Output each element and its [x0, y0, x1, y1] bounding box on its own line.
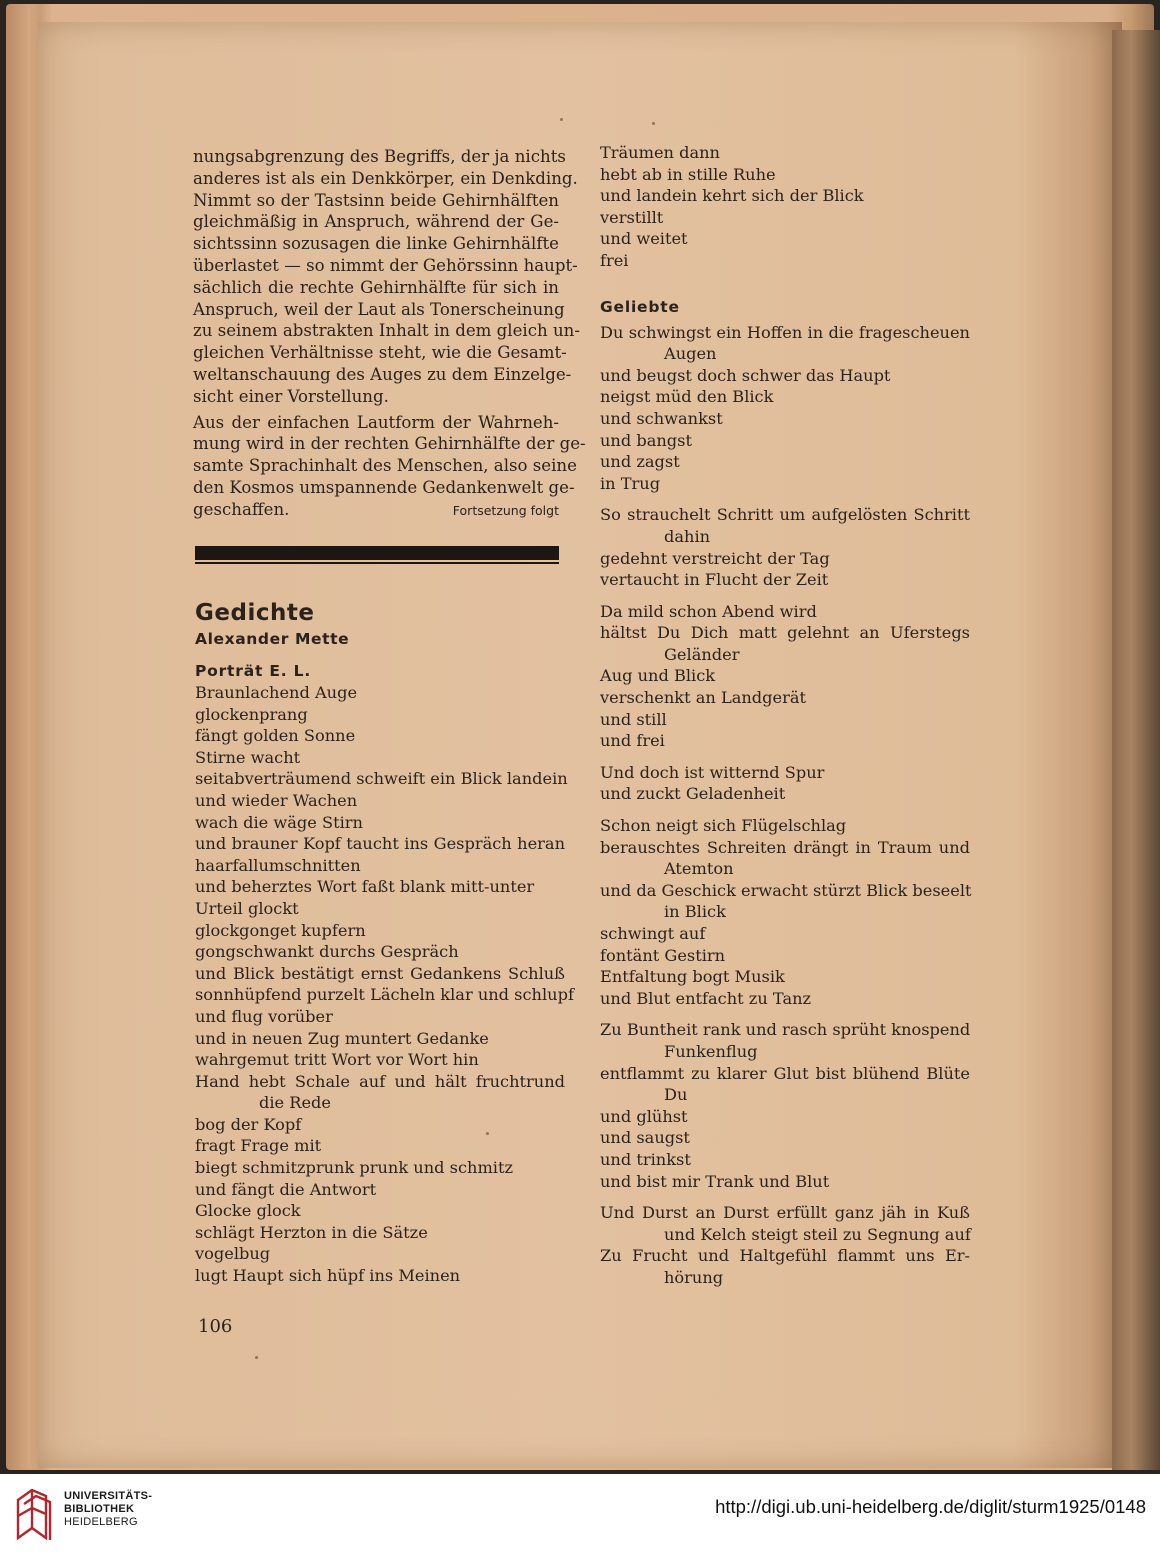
verse-line: Zu Frucht und Haltgefühl flammt uns Er- — [600, 1246, 970, 1266]
verse-line: Hand hebt Schale auf und hält fruchtrund — [195, 1071, 565, 1091]
verse-line: fontänt Gestirn — [600, 945, 726, 965]
author-name: Alexander Mette — [195, 630, 350, 648]
verse-line: gongschwankt durchs Gespräch — [195, 942, 459, 962]
prose-last-word: geschaffen. — [193, 499, 290, 519]
page-number: 106 — [198, 1316, 233, 1337]
verse-line: vogelbug — [195, 1244, 271, 1264]
prose-line: sicht einer Vorstellung. — [193, 386, 389, 406]
prose-line: gleichmäßig in Anspruch, während der Ge- — [193, 212, 559, 232]
verse-line: Augen — [664, 344, 717, 364]
verse-line: Braunlachend Auge — [195, 683, 358, 702]
verse-line: dahin — [664, 526, 711, 546]
prose-line: überlastet — so nimmt der Gehörssinn haupt- — [193, 255, 578, 275]
stanza-gap — [600, 1192, 970, 1202]
library-name-line2: BIBLIOTHEK — [64, 1503, 135, 1515]
verse-line: Urteil glockt — [195, 898, 299, 918]
verse-line: neigst müd den Blick — [600, 387, 774, 407]
stanza-gap — [600, 1009, 970, 1019]
prose-last-line — [193, 499, 559, 522]
library-name — [64, 1490, 152, 1529]
verse-line: Geländer — [664, 644, 740, 664]
library-name-line3: HEIDELBERG — [64, 1516, 138, 1528]
verse-line: die Rede — [259, 1093, 331, 1113]
verse-line: vertaucht in Flucht der Zeit — [600, 570, 829, 590]
section-divider — [195, 546, 559, 564]
verse-line: hebt ab in stille Ruhe — [600, 164, 776, 184]
verse-line: frei — [600, 250, 629, 270]
stanza-gap — [600, 591, 970, 601]
prose-line: mung wird in der rechten Gehirnhälfte der ge- — [193, 434, 586, 454]
university-library-logo-icon[interactable] — [14, 1486, 58, 1542]
verse-line: Schon neigt sich Flügelschlag — [600, 816, 847, 836]
verse-line: fängt golden Sonne — [195, 726, 356, 746]
viewer-footer — [0, 1474, 1160, 1558]
prose-line: sächlich die rechte Gehirnhälfte für sich in — [193, 277, 559, 297]
poem-title-portrait: Porträt E. L. — [195, 662, 312, 680]
verse-line: Du schwingst ein Hoffen in die fragescheuen — [600, 322, 970, 342]
verse-line: gedehnt verstreicht der Tag — [600, 548, 830, 568]
prose-line: gleichen Verhältnisse steht, wie die Gesamt- — [193, 343, 567, 363]
stanza-gap — [600, 494, 970, 504]
poems-left-column — [195, 600, 574, 1287]
verse-line: Träumen dann — [600, 143, 720, 162]
verse-line: Du — [664, 1085, 688, 1105]
verse-line: und schwankst — [600, 408, 723, 428]
verse-line: und bist mir Trank und Blut — [600, 1171, 830, 1191]
verse-line: und Kelch steigt steil zu Segnung auf — [664, 1224, 971, 1244]
continued-note: Fortsetzung folgt — [452, 502, 559, 518]
verse-line: verstillt — [600, 207, 664, 227]
verse-line: Atemton — [664, 859, 734, 879]
verse-line: glockgonget kupfern — [195, 920, 366, 940]
verse-line: Funkenflug — [664, 1041, 758, 1061]
prose-line: samte Sprachinhalt des Menschen, also seine — [193, 456, 577, 476]
prose-paragraph-2 — [193, 412, 586, 499]
section-heading: Gedichte — [195, 600, 315, 626]
verse-line: und in neuen Zug muntert Gedanke — [195, 1028, 489, 1048]
prose-line: den Kosmos umspannende Gedankenwelt ge- — [193, 477, 575, 497]
verse-line: und beherztes Wort faßt blank mitt-unter — [195, 877, 535, 897]
speck — [560, 118, 563, 121]
verse-line: schlägt Herzton in die Sätze — [195, 1222, 428, 1242]
verse-line: glockenprang — [195, 704, 308, 724]
verse-line: wahrgemut tritt Wort vor Wort hin — [195, 1050, 479, 1070]
verse-line: bog der Kopf — [195, 1114, 302, 1134]
book-gutter — [1112, 30, 1160, 1470]
speck — [652, 122, 655, 125]
verse-line: und still — [600, 709, 667, 729]
verse-line: haarfallumschnitten — [195, 855, 361, 875]
verse-line: in Blick — [664, 902, 726, 922]
verse-line: wach die wäge Stirn — [195, 812, 363, 832]
verse-line: und Blick bestätigt ernst Gedankens Schluß — [195, 963, 565, 983]
verse-line: in Trug — [600, 473, 661, 493]
prose-paragraph-1 — [193, 146, 580, 408]
verse-line: Glocke glock — [195, 1201, 301, 1221]
speck — [255, 1356, 258, 1359]
verse-line: Und doch ist witternd Spur — [600, 762, 825, 782]
poem-beloved-verse — [600, 322, 970, 1289]
prose-line: weltanschauung des Auges zu dem Einzelge- — [193, 364, 572, 384]
verse-line: seitabverträumend schweift ein Blick landein — [195, 769, 568, 789]
verse-line: So strauchelt Schritt um aufgelösten Schritt — [600, 505, 970, 525]
poem-portrait-verse — [195, 682, 574, 1287]
verse-line: hältst Du Dich matt gelehnt an Uferstegs — [600, 623, 970, 643]
verse-line: und saugst — [600, 1128, 690, 1148]
verse-line: und weitet — [600, 229, 688, 249]
verse-line: Und Durst an Durst erfüllt ganz jäh in Kuß — [600, 1203, 970, 1223]
verse-line: und Blut entfacht zu Tanz — [600, 988, 812, 1008]
verse-line: Stirne wacht — [195, 747, 301, 767]
verse-line: und zagst — [600, 452, 680, 472]
verse-line: Zu Buntheit rank und rasch sprüht knospend — [600, 1020, 971, 1040]
prose-line: Aus der einfachen Lautform der Wahrneh- — [193, 412, 559, 432]
poem-portrait-ending — [600, 142, 970, 272]
speck — [486, 1132, 489, 1135]
verse-line: und brauner Kopf taucht ins Gespräch heran — [195, 834, 565, 854]
poems-right-column — [600, 142, 970, 1289]
verse-line: biegt schmitzprunk prunk und schmitz — [195, 1158, 514, 1178]
verse-line: fragt Frage mit — [195, 1136, 322, 1156]
verse-line: und frei — [600, 731, 665, 751]
verse-line: schwingt auf — [600, 924, 706, 943]
verse-line: Da mild schon Abend wird — [600, 601, 817, 621]
verse-line: und flug vorüber — [195, 1006, 333, 1026]
verse-line: und glühst — [600, 1106, 688, 1126]
poem-title-beloved: Geliebte — [600, 297, 680, 316]
prose-column — [193, 146, 586, 522]
prose-line: Nimmt so der Tastsinn beide Gehirnhälften — [193, 190, 559, 210]
stanza-gap — [600, 805, 970, 815]
verse-line: und trinkst — [600, 1149, 691, 1169]
permalink[interactable]: http://digi.ub.uni-heidelberg.de/diglit/sturm1925/0148 — [715, 1496, 1146, 1517]
verse-line: lugt Haupt sich hüpf ins Meinen — [195, 1266, 461, 1286]
verse-line: und wieder Wachen — [195, 790, 358, 810]
verse-line: und bangst — [600, 430, 692, 450]
verse-line: Entfaltung bogt Musik — [600, 967, 785, 987]
verse-line: und da Geschick erwacht stürzt Blick beseelt — [600, 880, 972, 900]
verse-line: entflammt zu klarer Glut bist blühend Blüte — [600, 1063, 970, 1083]
library-name-line1: UNIVERSITÄTS- — [64, 1490, 153, 1502]
verse-line: und zuckt Geladenheit — [600, 784, 786, 804]
verse-line: und beugst doch schwer das Haupt — [600, 365, 891, 385]
verse-line: und landein kehrt sich der Blick — [600, 186, 864, 206]
verse-line: und fängt die Antwort — [195, 1179, 377, 1199]
prose-line: nungsabgrenzung des Begriffs, der ja nichts — [193, 147, 566, 166]
prose-line: Anspruch, weil der Laut als Tonerscheinung — [193, 299, 565, 319]
verse-line: sonnhüpfend purzelt Lächeln klar und schlupf — [195, 985, 574, 1005]
prose-line: sichtssinn sozusagen die linke Gehirnhälfte — [193, 234, 559, 254]
verse-line: berauschtes Schreiten drängt in Traum und — [600, 837, 970, 857]
verse-line: verschenkt an Landgerät — [600, 688, 806, 708]
verse-line: hörung — [664, 1267, 724, 1287]
prose-line: anderes ist als ein Denkkörper, ein Denkding. — [193, 168, 578, 188]
prose-line: zu seinem abstrakten Inhalt in dem gleich un- — [193, 321, 580, 341]
verse-line: Aug und Blick — [600, 666, 716, 686]
stanza-gap — [600, 752, 970, 762]
